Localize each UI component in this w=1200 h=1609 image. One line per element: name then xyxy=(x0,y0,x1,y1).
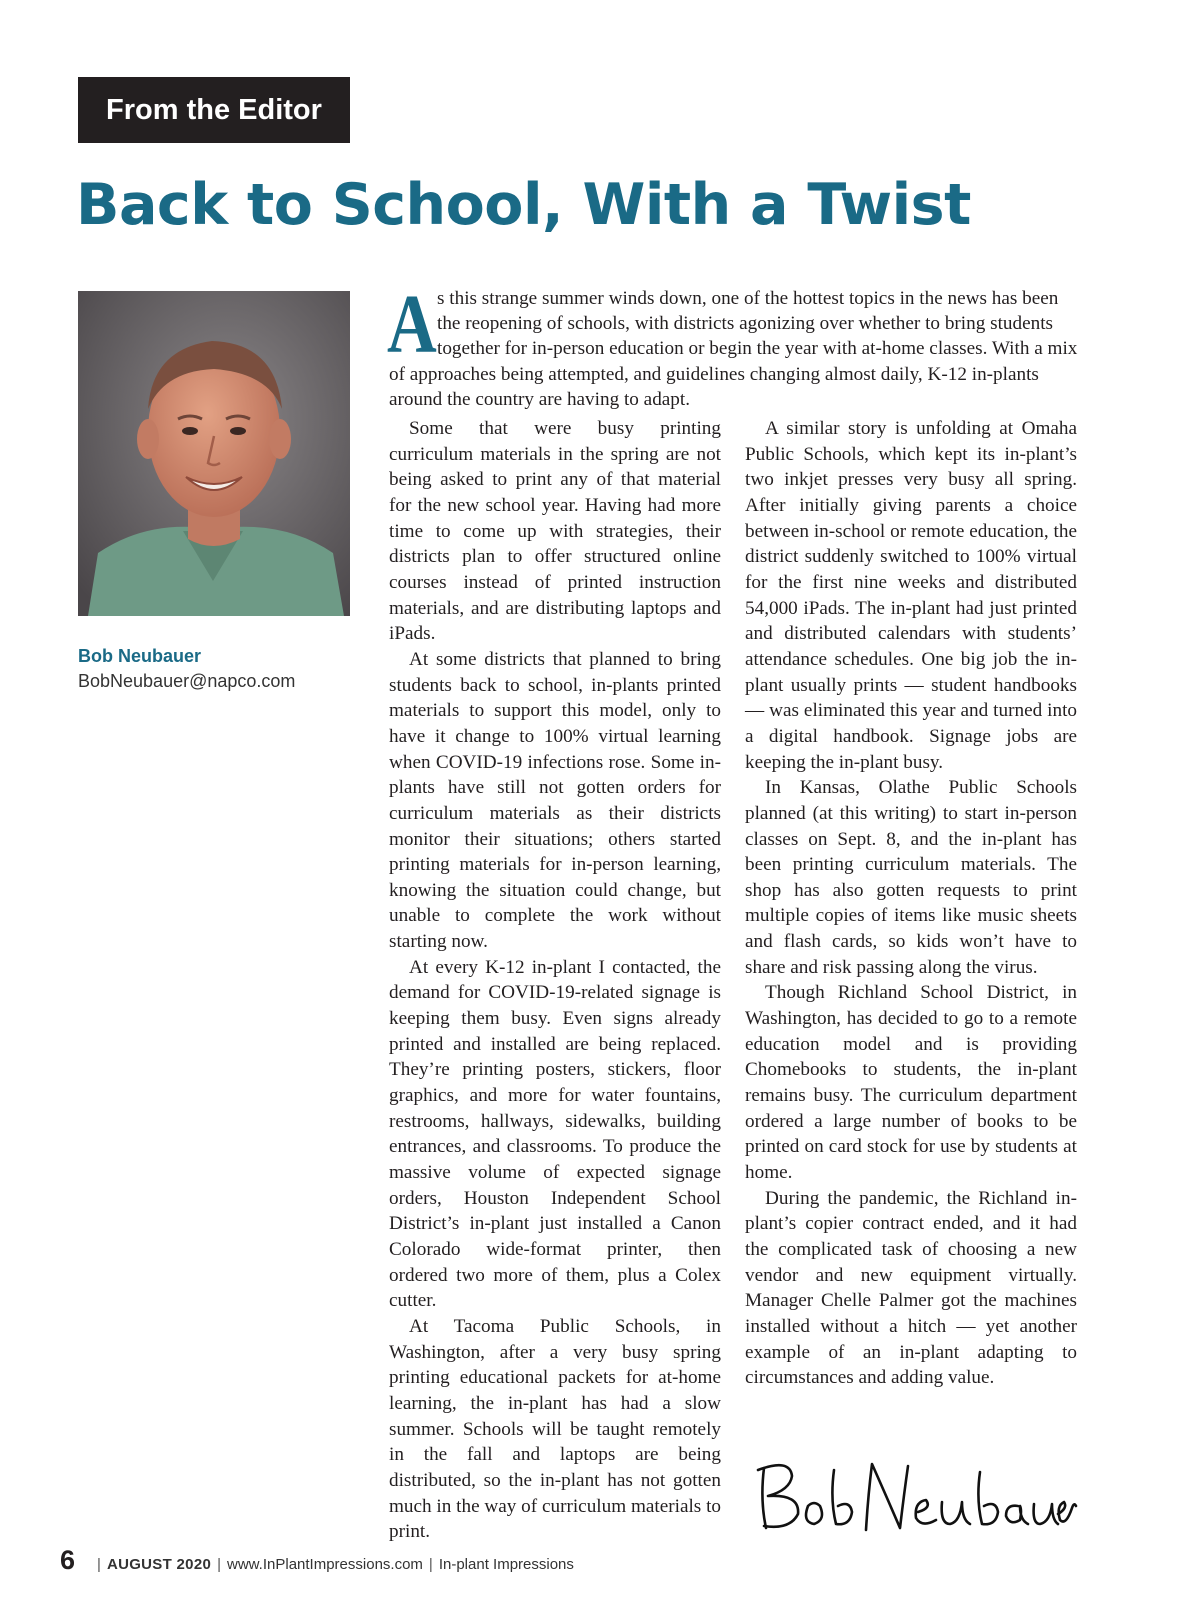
paragraph: Though Richland School District, in Washington, has decided to go to a remote education model and is providing Chomebooks to students, the in-plant remains busy. The curriculum department ordered a large number of books to be printed on card stock for use by students at home. xyxy=(745,982,1077,1184)
website-link[interactable]: www.InPlantImpressions.com xyxy=(227,1556,423,1573)
article-column-left xyxy=(389,416,721,1545)
drop-cap: A xyxy=(387,278,437,371)
footer-separator: | xyxy=(428,1556,433,1573)
author-email: BobNeubauer@napco.com xyxy=(78,671,296,691)
issue-date: AUGUST 2020 xyxy=(106,1556,212,1573)
article-lead xyxy=(387,278,1081,412)
paragraph: At Tacoma Public Schools, in Washington, after a very busy spring printing educational packets for at-home learning, the in-plant has had a slow summer. Schools will be taught remotely in the fall and laptops are being distributed, so the in-plant has not gotten much in the way of curriculum materials to print. xyxy=(389,1315,721,1543)
page-footer xyxy=(60,1545,574,1576)
footer-separator: | xyxy=(217,1556,222,1573)
author-photo xyxy=(78,291,350,616)
article-column-right xyxy=(745,416,1077,1391)
paragraph: In Kansas, Olathe Public Schools planned (at this writing) to start in-person classes on Sept. 8, and the in-plant has been printing curriculum materials. The shop has also gotten requests to print multiple copies of items like music sheets and flash cards, so kids won’t have to share and risk passing along the virus. xyxy=(745,777,1077,978)
article-headline: Back to School, With a Twist xyxy=(76,172,971,238)
footer-separator: | xyxy=(97,1556,101,1573)
paragraph: A similar story is unfolding at Omaha Public Schools, which kept its in-plant’s two inkjet presses very busy all spring. After initially giving parents a choice between in-school or remote education, the district suddenly switched to 100% virtual for the first nine weeks and distributed 54,000 iPads. The in-plant had just printed and distributed calendars with students’ attendance schedules. One big job the in-plant usually prints — student handbooks — was eliminated this year and turned into a digital handbook. Signage jobs are keeping the in-plant busy. xyxy=(745,418,1077,773)
paragraph: At some districts that planned to bring students back to school, in-plants printed materials to support this model, only to have it change to 100% virtual learning when COVID-19 infections rose. Some in-plants have still not gotten orders for curriculum materials as their districts monitor their situations; others started printing materials for in-person learning, knowing the situation could change, but unable to complete the work without starting now. xyxy=(389,648,721,953)
publication-name: In-plant Impressions xyxy=(438,1556,574,1573)
handwritten-signature xyxy=(750,1450,1080,1540)
paragraph: Some that were busy printing curriculum materials in the spring are not being asked to print any of that material for the new school year. Having had more time to come up with strategies, their districts plan to offer structured online courses instead of printed instruction materials, and are distributing laptops and iPads. xyxy=(389,418,721,645)
paragraph: At every K-12 in-plant I contacted, the demand for COVID-19-related signage is keeping them busy. Even signs already printed and installed are being replaced. They’re printing posters, stickers, floor graphics, and more for water fountains, restrooms, hallways, sidewalks, building entrances, and classrooms. To produce the massive volume of expected signage orders, Houston Independent School District’s in-plant just installed a Canon Colorado wide-format printer, then ordered two more of them, plus a Colex cutter. xyxy=(389,956,721,1312)
section-tag: From the Editor xyxy=(78,77,350,143)
paragraph: During the pandemic, the Richland in-plant’s copier contract ended, and it had the complicated task of choosing a new vendor and new equipment virtually. Manager Chelle Palmer got the machines installed without a hitch — yet another example of an in-plant adapting to circumstances and adding value. xyxy=(745,1187,1077,1389)
page-number: 6 xyxy=(60,1545,76,1575)
lead-text: s this strange summer winds down, one of the hottest topics in the news has been the reopening of schools, with districts agonizing over whether to bring students together for in-person education or begin the year with at-home classes. With a mix of approaches being attempted, and guidelines changing almost daily, K-12 in-plants around the country are having to adapt. xyxy=(389,288,1078,410)
author-name: Bob Neubauer xyxy=(78,646,202,666)
